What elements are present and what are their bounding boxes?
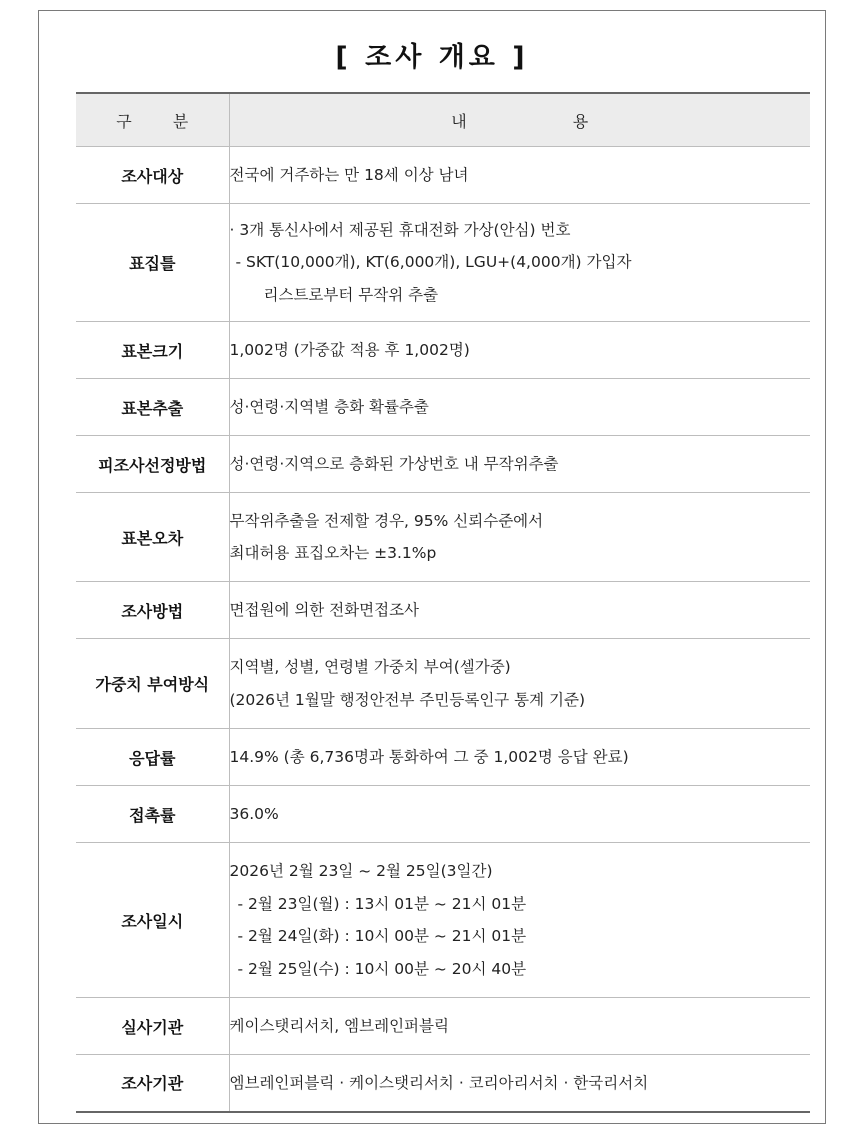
content-line: 무작위추출을 전제할 경우, 95% 신뢰수준에서: [229, 511, 544, 530]
row-content: [229, 147, 810, 204]
content-line: - 2월 23일(월) : 13시 01분 ~ 21시 01분: [237, 894, 527, 913]
row-label: 조사방법: [76, 582, 229, 639]
row-label: 조사일시: [76, 843, 229, 998]
content-line: 2026년 2월 23일 ~ 2월 25일(3일간): [229, 862, 493, 880]
content-line: 성·연령·지역으로 층화된 가상번호 내 무작위추출: [229, 454, 559, 473]
table-header-row: [76, 93, 810, 147]
row-content: [229, 322, 810, 379]
header-content-a: 내: [451, 111, 467, 131]
content-line: 36.0%: [229, 804, 279, 823]
document-frame: [38, 10, 826, 1124]
table-row: [76, 1055, 810, 1112]
row-content: [229, 639, 810, 729]
content-line: - 2월 25일(수) : 10시 00분 ~ 20시 40분: [237, 959, 527, 978]
content-line: 리스트로부터 무작위 추출: [263, 285, 439, 304]
row-label: 표본추출: [76, 379, 229, 436]
row-label: 피조사선정방법: [76, 436, 229, 493]
row-label: 실사기관: [76, 998, 229, 1055]
row-content: [229, 582, 810, 639]
table-row: [76, 322, 810, 379]
content-line: 전국에 거주하는 만 18세 이상 남녀: [229, 165, 469, 184]
row-content: [229, 379, 810, 436]
row-label: 응답률: [76, 729, 229, 786]
content-line: 면접원에 의한 전화면접조사: [229, 600, 420, 619]
content-line: 엠브레인퍼블릭 · 케이스탯리서치 · 코리아리서치 · 한국리서치: [229, 1073, 649, 1092]
content-line: 케이스탯리서치, 엠브레인퍼블릭: [229, 1016, 449, 1035]
content-line: 최대허용 표집오차는 ±3.1%p: [229, 544, 437, 562]
header-content: [229, 93, 810, 147]
table-row: [76, 786, 810, 843]
table-row: [76, 729, 810, 786]
row-label: 표본오차: [76, 493, 229, 582]
content-line: 지역별, 성별, 연령별 가중치 부여(셀가중): [229, 658, 511, 676]
content-line: - SKT(10,000개), KT(6,000개), LGU+(4,000개) 가입자: [235, 253, 632, 272]
row-label: 표집틀: [76, 204, 229, 322]
content-line: 14.9% (총 6,736명과 통화하여 그 중 1,002명 응답 완료): [229, 747, 629, 766]
row-label: 표본크기: [76, 322, 229, 379]
row-content: [229, 729, 810, 786]
content-line: (2026년 1월말 행정안전부 주민등록인구 통계 기준): [229, 690, 586, 709]
table-row: [76, 639, 810, 729]
row-label: 가중치 부여방식: [76, 639, 229, 729]
header-category: 구 분: [76, 93, 229, 147]
row-label: 조사대상: [76, 147, 229, 204]
table-row: [76, 843, 810, 998]
row-content: [229, 843, 810, 998]
page-title: [ 조사 개요 ]: [335, 42, 529, 73]
content-line: 성·연령·지역별 층화 확률추출: [229, 397, 429, 416]
row-content: [229, 204, 810, 322]
table-row: [76, 436, 810, 493]
row-label: 접촉률: [76, 786, 229, 843]
table-row: [76, 204, 810, 322]
table-row: [76, 379, 810, 436]
table-row: [76, 998, 810, 1055]
row-content: [229, 786, 810, 843]
row-content: [229, 1055, 810, 1112]
survey-overview-table: [76, 92, 810, 1113]
content-line: - 2월 24일(화) : 10시 00분 ~ 21시 01분: [237, 927, 527, 945]
table-row: [76, 582, 810, 639]
header-content-b: 용: [572, 111, 589, 131]
content-line: 1,002명 (가중값 적용 후 1,002명): [229, 340, 470, 359]
row-content: [229, 493, 810, 582]
table-row: [76, 147, 810, 204]
row-content: [229, 436, 810, 493]
table-row: [76, 493, 810, 582]
row-label: 조사기관: [76, 1055, 229, 1112]
row-content: [229, 998, 810, 1055]
content-line: · 3개 통신사에서 제공된 휴대전화 가상(안심) 번호: [229, 220, 571, 239]
